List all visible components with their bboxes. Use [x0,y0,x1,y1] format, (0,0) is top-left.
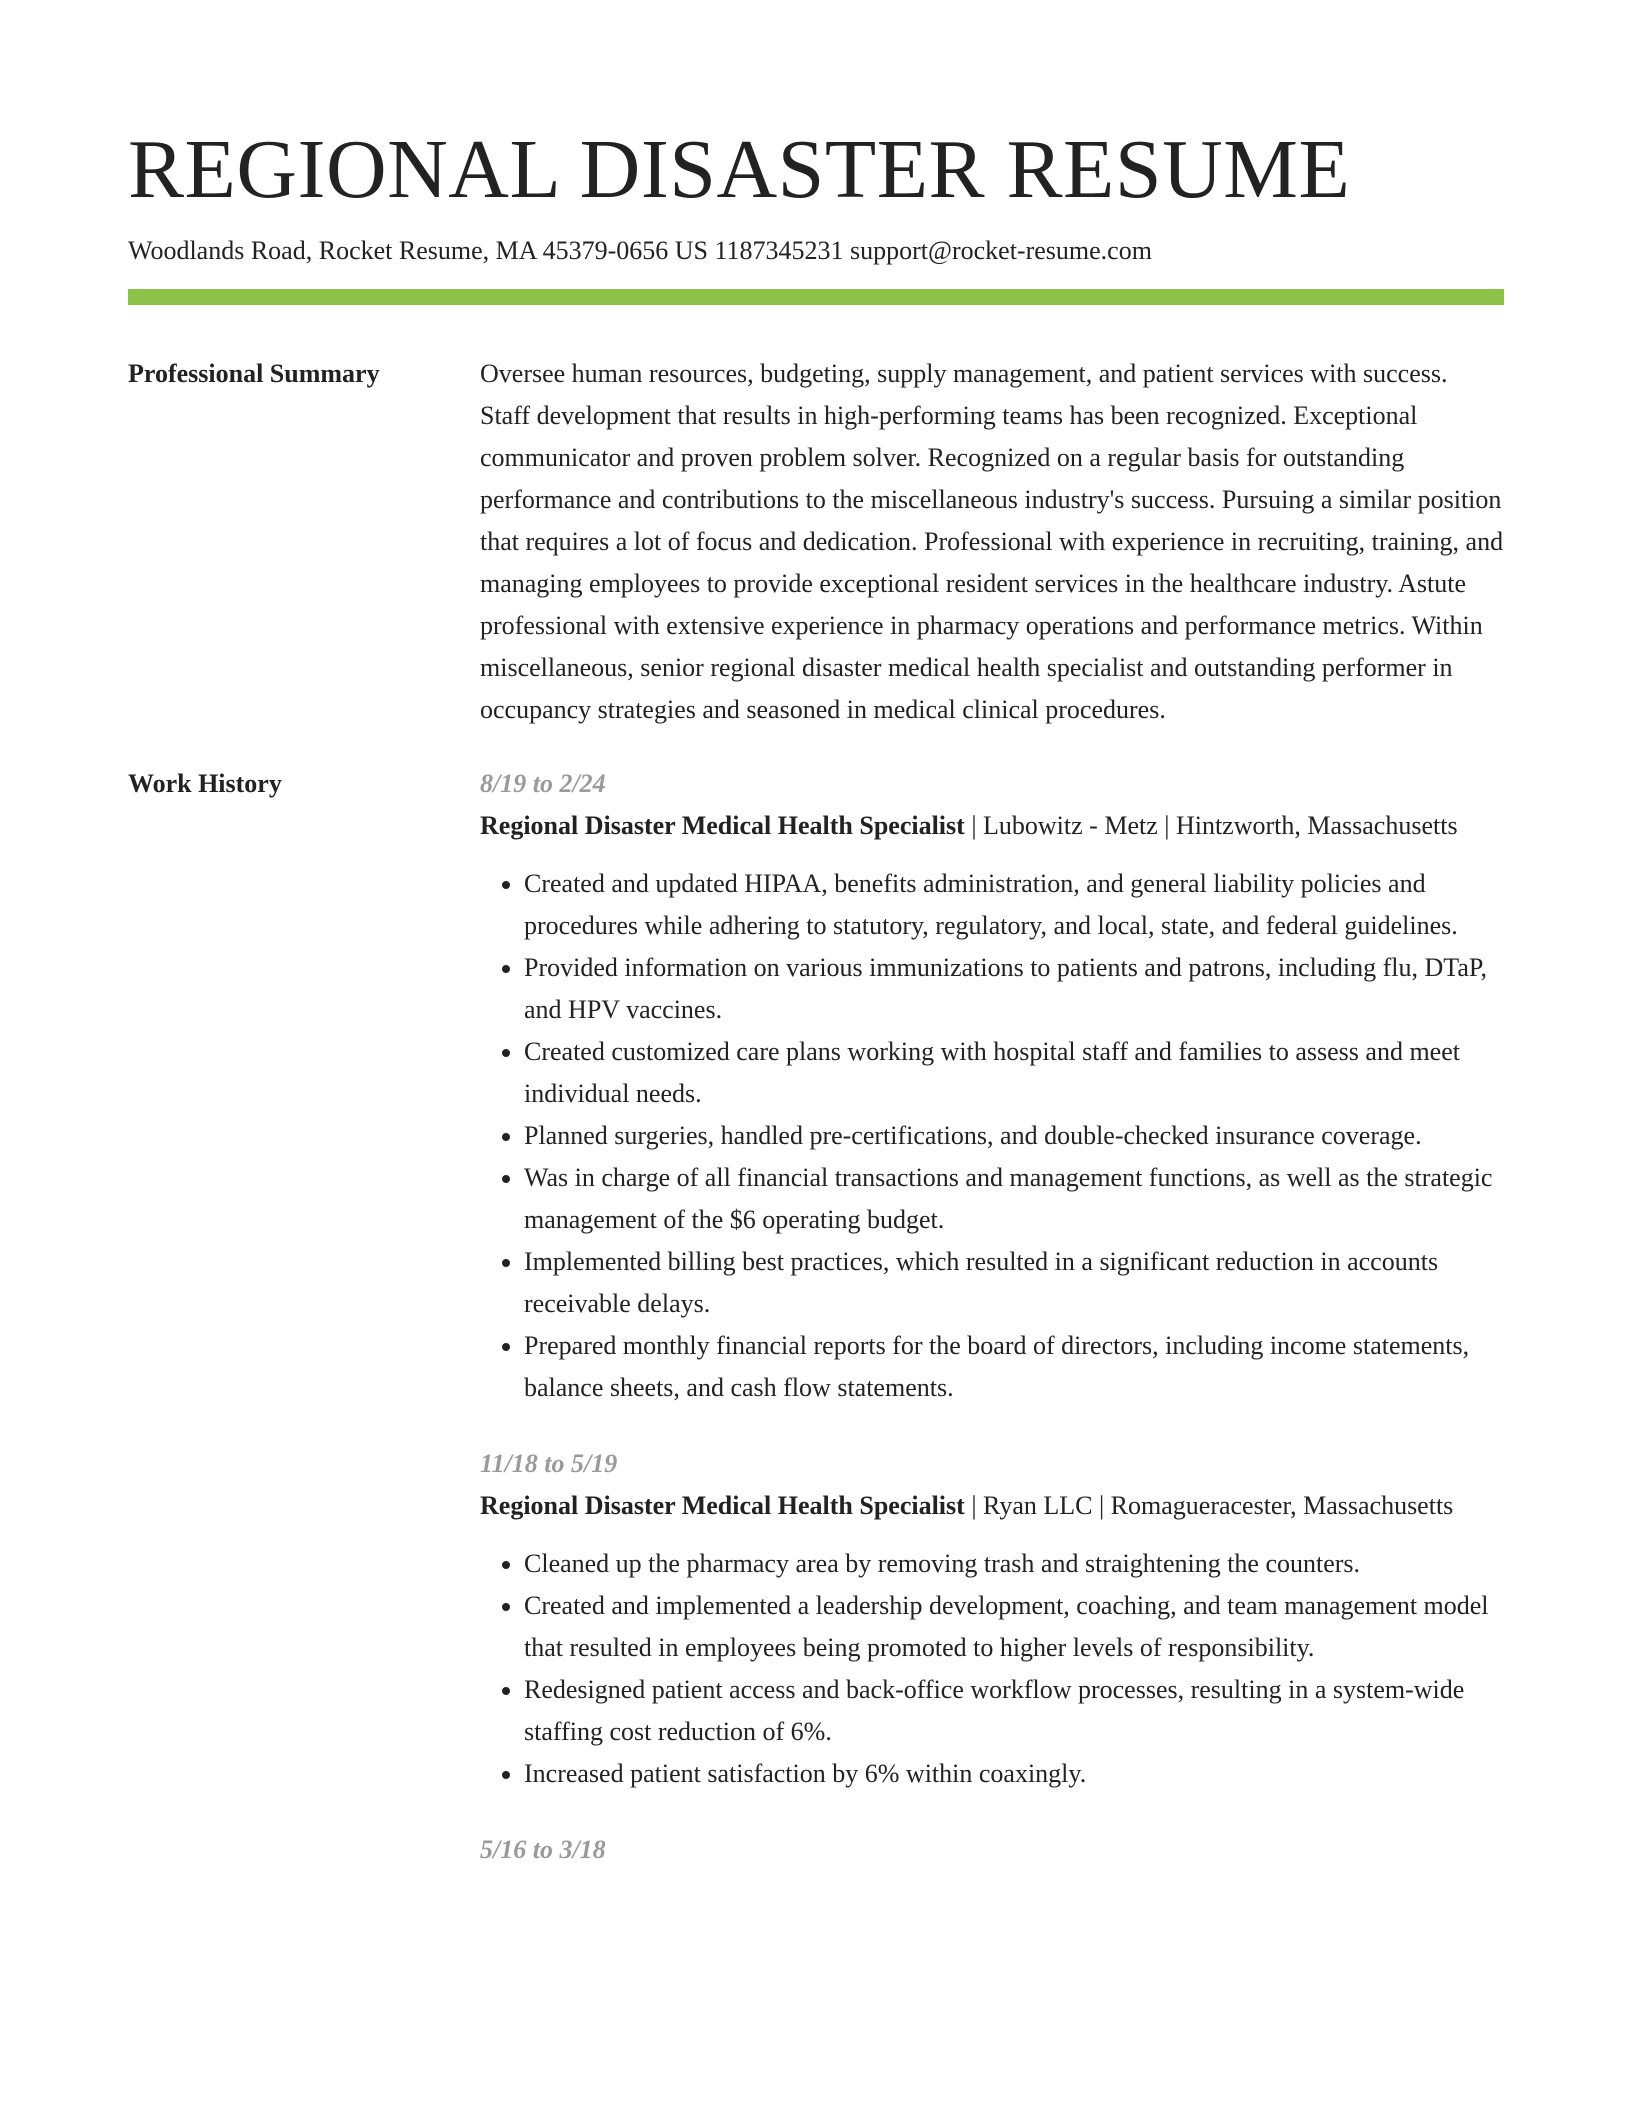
job-dates: 5/16 to 3/18 [480,1835,606,1864]
job-bullet: • Created and implemented a leadership development, coaching, and team management model that resulted in employees being promoted to higher levels of responsibility. [524,1585,1504,1669]
job-bullet: • Created and updated HIPAA, benefits administration, and general liability policies and procedures while adhering to statutory, regulatory, and local, state, and federal guidelines. [524,863,1504,947]
job-heading [480,1485,1504,1527]
job-entry [480,1829,1504,1871]
work-history-body [480,763,1504,1905]
job-bullet: • Planned surgeries, handled pre-certifications, and double-checked insurance coverage. [524,1115,1504,1157]
resume-title: REGIONAL DISASTER RESUME [128,123,1351,216]
job-bullet: • Implemented billing best practices, which resulted in a significant reduction in accounts receivable delays. [524,1241,1504,1325]
summary-body [480,353,1504,731]
job-dates: 11/18 to 5/19 [480,1449,618,1478]
job-bullet: • Prepared monthly financial reports for the board of directors, including income statements, balance sheets, and cash flow statements. [524,1325,1504,1409]
job-bullet: • Provided information on various immunizations to patients and patrons, including flu, DTaP, and HPV vaccines. [524,947,1504,1031]
job-entry [480,1443,1504,1795]
section-label-work-history: Work History [128,769,282,798]
accent-divider [128,289,1504,305]
job-bullet: • Increased patient satisfaction by 6% within coaxingly. [524,1753,1504,1795]
job-bullet-list [480,863,1504,1409]
professional-summary-section [128,353,1504,731]
job-dates: 8/19 to 2/24 [480,769,606,798]
contact-line: Woodlands Road, Rocket Resume, MA 45379-0656 US 1187345231 support@rocket-resume.com [128,236,1152,265]
job-bullet: • Was in charge of all financial transactions and management functions, as well as the strategic management of the $6 operating budget. [524,1157,1504,1241]
summary-text: Oversee human resources, budgeting, supply management, and patient services with success. Staff development that results in high-performing teams has been recognized. Exceptional communicator and proven problem solver. Recognized on a regular basis for outstanding performance and contributions to the miscellaneous industry's success. Pursuing a similar position that requires a lot of focus and dedication. Professional with experience in recruiting, training, and managing employees to provide exceptional resident services in the healthcare industry. Astute professional with extensive experience in pharmacy operations and performance metrics. Within miscellaneous, senior regional disaster medical health specialist and outstanding performer in occupancy strategies and seasoned in medical clinical procedures. [480,359,1504,724]
job-entry [480,763,1504,1409]
job-employer-location: | Ryan LLC | Romagueracester, Massachusetts [964,1491,1454,1520]
job-bullet: • Cleaned up the pharmacy area by removing trash and straightening the counters. [524,1543,1504,1585]
resume-page [128,0,1504,1905]
section-label-summary: Professional Summary [128,359,380,388]
work-history-section [128,763,1504,1905]
job-title: Regional Disaster Medical Health Specialist [480,1491,965,1520]
job-employer-location: | Lubowitz - Metz | Hintzworth, Massachusetts [964,811,1458,840]
job-bullet-list [480,1543,1504,1795]
job-title: Regional Disaster Medical Health Specialist [480,811,965,840]
job-heading [480,805,1504,847]
job-bullet: • Redesigned patient access and back-office workflow processes, resulting in a system-wide staffing cost reduction of 6%. [524,1669,1504,1753]
job-bullet: • Created customized care plans working with hospital staff and families to assess and meet individual needs. [524,1031,1504,1115]
